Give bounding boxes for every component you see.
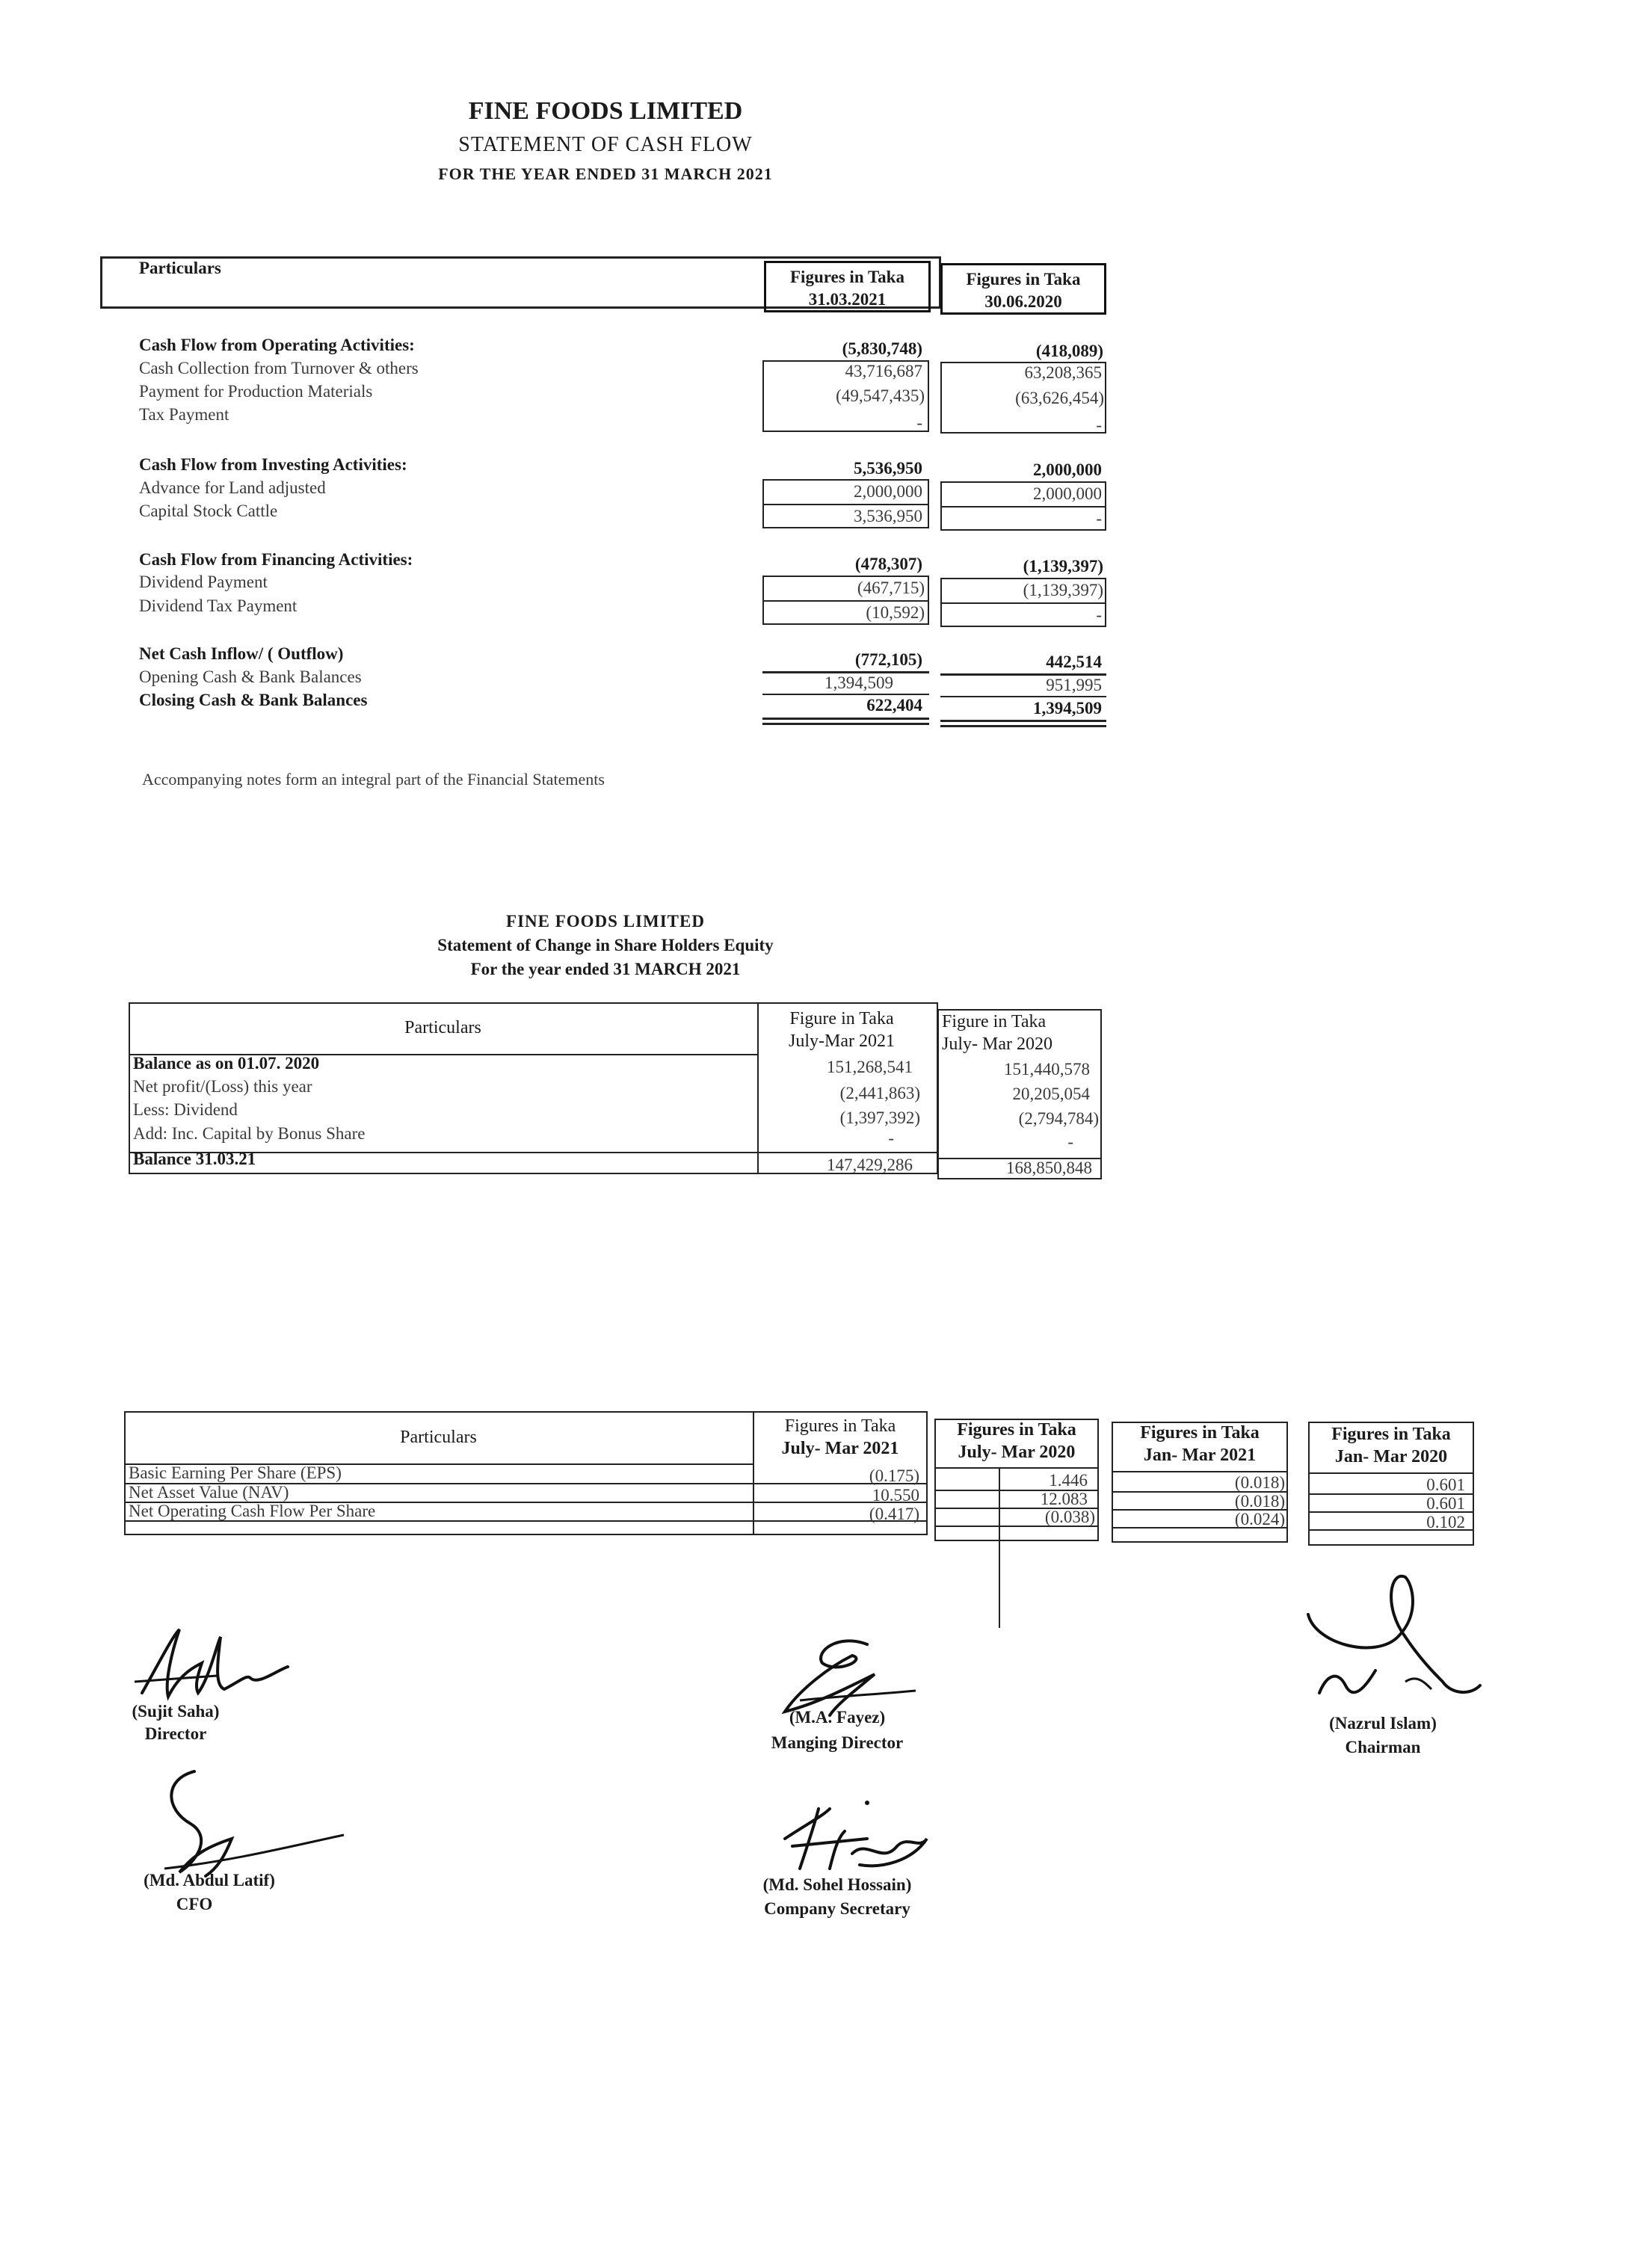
cf-inv-row1-label: Advance for Land adjusted — [139, 478, 326, 497]
ratio-header-col4-line2: Jan- Mar 2020 — [1334, 1447, 1448, 1466]
cf-op-row3-v2: - — [1096, 416, 1102, 434]
cf-fin-row1-v2: (1,139,397) — [1023, 581, 1103, 599]
cf-header-col2 — [940, 263, 1106, 315]
ratio-row1-label: Basic Earning Per Share (EPS) — [129, 1463, 342, 1482]
cf-investing-v1: 5,536,950 — [854, 459, 922, 478]
cf-operating-v2: (418,089) — [1035, 342, 1103, 360]
cf-header-col1-line1: Figures in Taka — [790, 268, 904, 286]
cf-net-v1: (772,105) — [854, 650, 922, 669]
cf-header-col2-line1: Figures in Taka — [966, 270, 1081, 289]
cf-header-col2-line2: 30.06.2020 — [984, 292, 1062, 311]
chairman-signature — [1293, 1570, 1488, 1712]
cf-net-v2: 442,514 — [1046, 653, 1102, 671]
eq-period: For the year ended 31 MARCH 2021 — [470, 960, 741, 978]
secretary-signature — [762, 1794, 942, 1884]
ratio-header-particulars: Particulars — [400, 1428, 477, 1447]
ratio-row3-v4: 0.102 — [1426, 1513, 1465, 1531]
ratio-header-col4-line1: Figures in Taka — [1331, 1425, 1451, 1444]
eq-header-col2 — [942, 1011, 1102, 1055]
cf-net-label: Net Cash Inflow/ ( Outflow) — [139, 644, 344, 663]
eq-row3-v1: (1,397,392) — [839, 1108, 920, 1127]
ratio-header-col3-line2: Jan- Mar 2021 — [1143, 1446, 1257, 1465]
ratio-row2-v1: 10.550 — [872, 1486, 919, 1505]
eq-header-col1 — [759, 1008, 924, 1052]
ratio-col2-rule0 — [934, 1467, 1099, 1469]
ratio-header-col1-line1: Figures in Taka — [784, 1416, 896, 1436]
md-title: Manging Director — [771, 1733, 904, 1752]
eq-company-name: FINE FOODS LIMITED — [506, 912, 705, 931]
cf-inv-row1-v2: 2,000,000 — [1033, 484, 1102, 503]
cf-financing-v2: (1,139,397) — [1023, 557, 1103, 576]
ratio-header-col3-line1: Figures in Taka — [1140, 1423, 1260, 1443]
eq-row1-v2: 151,440,578 — [1004, 1060, 1090, 1079]
cf-inv-row2-v2: - — [1096, 509, 1102, 528]
cf-investing-label: Cash Flow from Investing Activities: — [139, 455, 407, 474]
ratio-header-col2-line2: July- Mar 2020 — [958, 1443, 1076, 1462]
eq-row2-v1: (2,441,863) — [839, 1084, 920, 1102]
cf-op-row3-v1: - — [916, 413, 922, 432]
eq-header-col1-line1: Figure in Taka — [789, 1009, 894, 1028]
cf-closing-rule2a — [940, 720, 1106, 722]
director-name: (Sujit Saha) — [132, 1702, 220, 1721]
ratio-header-col2-line1: Figures in Taka — [957, 1420, 1076, 1440]
ratio-row1-v1: (0.175) — [869, 1466, 919, 1485]
eq-col-divider — [757, 1002, 759, 1174]
cf-fin-row1-label: Dividend Payment — [139, 573, 268, 591]
cf-op-row1-v2: 63,208,365 — [1024, 363, 1102, 382]
cf-period: FOR THE YEAR ENDED 31 MARCH 2021 — [438, 164, 773, 183]
ratio-row1-v2: 1.446 — [1049, 1471, 1088, 1490]
eq-row3-label: Less: Dividend — [133, 1100, 238, 1119]
eq-title: Statement of Change in Share Holders Equity — [437, 936, 774, 954]
eq-row4-v2: - — [1067, 1132, 1073, 1151]
eq-header-particulars: Particulars — [404, 1018, 481, 1037]
ratio-row3-v3: (0.024) — [1234, 1510, 1285, 1528]
cf-fin-row2-v2: - — [1096, 605, 1102, 624]
eq-row4-v1: - — [888, 1129, 894, 1147]
ratio-row1-v3: (0.018) — [1234, 1473, 1285, 1492]
eq-header-col2-line1: Figure in Taka — [942, 1012, 1047, 1031]
cf-closing-v2: 1,394,509 — [1033, 699, 1102, 718]
eq-total-label: Balance 31.03.21 — [133, 1150, 256, 1168]
ratio-header-col1 — [753, 1415, 927, 1460]
eq-total-v2: 168,850,848 — [1006, 1159, 1092, 1177]
ratio-header-col3 — [1112, 1422, 1288, 1466]
eq-header-col1-line2: July-Mar 2021 — [789, 1031, 895, 1051]
ratio-row2-v2: 12.083 — [1040, 1490, 1088, 1508]
cf-opening-label: Opening Cash & Bank Balances — [139, 667, 362, 686]
cfo-signature — [120, 1764, 351, 1884]
cf-financing-v1: (478,307) — [854, 555, 922, 573]
cfo-name: (Md. Abdul Latif) — [144, 1871, 275, 1890]
secretary-title: Company Secretary — [764, 1899, 910, 1918]
ratio-header-col1-line2: July- Mar 2021 — [781, 1439, 899, 1458]
ratio-header-col2 — [934, 1419, 1099, 1463]
cf-op-row1-v1: 43,716,687 — [845, 362, 922, 380]
cf-header-col1-line2: 31.03.2021 — [808, 290, 887, 309]
director-title: Director — [144, 1724, 207, 1743]
cf-opening-v1: 1,394,509 — [825, 673, 893, 692]
eq-row1-label: Balance as on 01.07. 2020 — [133, 1054, 320, 1073]
chairman-name: (Nazrul Islam) — [1329, 1714, 1437, 1733]
cf-fin-row1-v1: (467,715) — [857, 579, 925, 597]
cf-header-particulars: Particulars — [139, 259, 221, 277]
director-signature — [127, 1622, 299, 1708]
eq-total-v1: 147,429,286 — [827, 1156, 913, 1174]
cf-closing-rule2b — [940, 725, 1106, 727]
ratio-row2-label: Net Asset Value (NAV) — [129, 1483, 289, 1502]
eq-row2-label: Net profit/(Loss) this year — [133, 1077, 312, 1096]
cf-op-row3-label: Tax Payment — [139, 405, 229, 424]
cf-title: STATEMENT OF CASH FLOW — [458, 133, 753, 156]
ratio-row3-v1: (0.417) — [869, 1505, 919, 1523]
cf-op-row1-label: Cash Collection from Turnover & others — [139, 359, 419, 377]
secretary-name: (Md. Sohel Hossain) — [762, 1875, 912, 1894]
cf-inv-row2-label: Capital Stock Cattle — [139, 502, 278, 520]
cf-company-name: FINE FOODS LIMITED — [468, 97, 743, 125]
cf-investing-v2: 2,000,000 — [1033, 460, 1102, 479]
ratio-header-col4 — [1308, 1423, 1474, 1468]
chairman-title: Chairman — [1345, 1738, 1421, 1756]
cf-fin-row2-label: Dividend Tax Payment — [139, 596, 298, 615]
eq-row1-v1: 151,268,541 — [827, 1058, 913, 1076]
cf-footnote: Accompanying notes form an integral part of the Financial Statements — [142, 770, 605, 789]
cf-opening-v2: 951,995 — [1046, 676, 1102, 694]
cf-closing-v1: 622,404 — [866, 696, 922, 715]
md-name: (M.A. Fayez) — [789, 1708, 886, 1727]
cf-inv-row1-v1: 2,000,000 — [854, 482, 922, 501]
cf-closing-rule1a — [762, 718, 929, 720]
ratio-row1-v4: 0.601 — [1426, 1475, 1465, 1494]
ratio-row3-v2: (0.038) — [1044, 1508, 1095, 1526]
cf-header-col1 — [764, 261, 931, 312]
ratio-row2-v4: 0.601 — [1426, 1494, 1465, 1513]
cf-op-row2-v1: (49,547,435) — [836, 386, 925, 405]
cf-closing-label: Closing Cash & Bank Balances — [139, 691, 368, 709]
eq-row4-label: Add: Inc. Capital by Bonus Share — [133, 1124, 366, 1143]
cf-inv-row2-v1: 3,536,950 — [854, 507, 922, 525]
cf-closing-rule1b — [762, 723, 929, 725]
eq-row3-v2: (2,794,784) — [1018, 1109, 1099, 1128]
cf-operating-label: Cash Flow from Operating Activities: — [139, 336, 415, 354]
ratio-row3-label: Net Operating Cash Flow Per Share — [129, 1502, 376, 1520]
cfo-title: CFO — [176, 1895, 213, 1913]
cf-op-row2-label: Payment for Production Materials — [139, 382, 373, 401]
cf-op-row2-v2: (63,626,454) — [1015, 389, 1104, 407]
ratio-row2-v3: (0.018) — [1234, 1492, 1285, 1511]
cf-fin-row2-v1: (10,592) — [866, 603, 925, 622]
eq-header-col2-line2: July- Mar 2020 — [942, 1034, 1052, 1054]
cf-operating-v1: (5,830,748) — [842, 339, 922, 358]
eq-row2-v2: 20,205,054 — [1012, 1085, 1090, 1103]
cf-financing-label: Cash Flow from Financing Activities: — [139, 550, 413, 569]
